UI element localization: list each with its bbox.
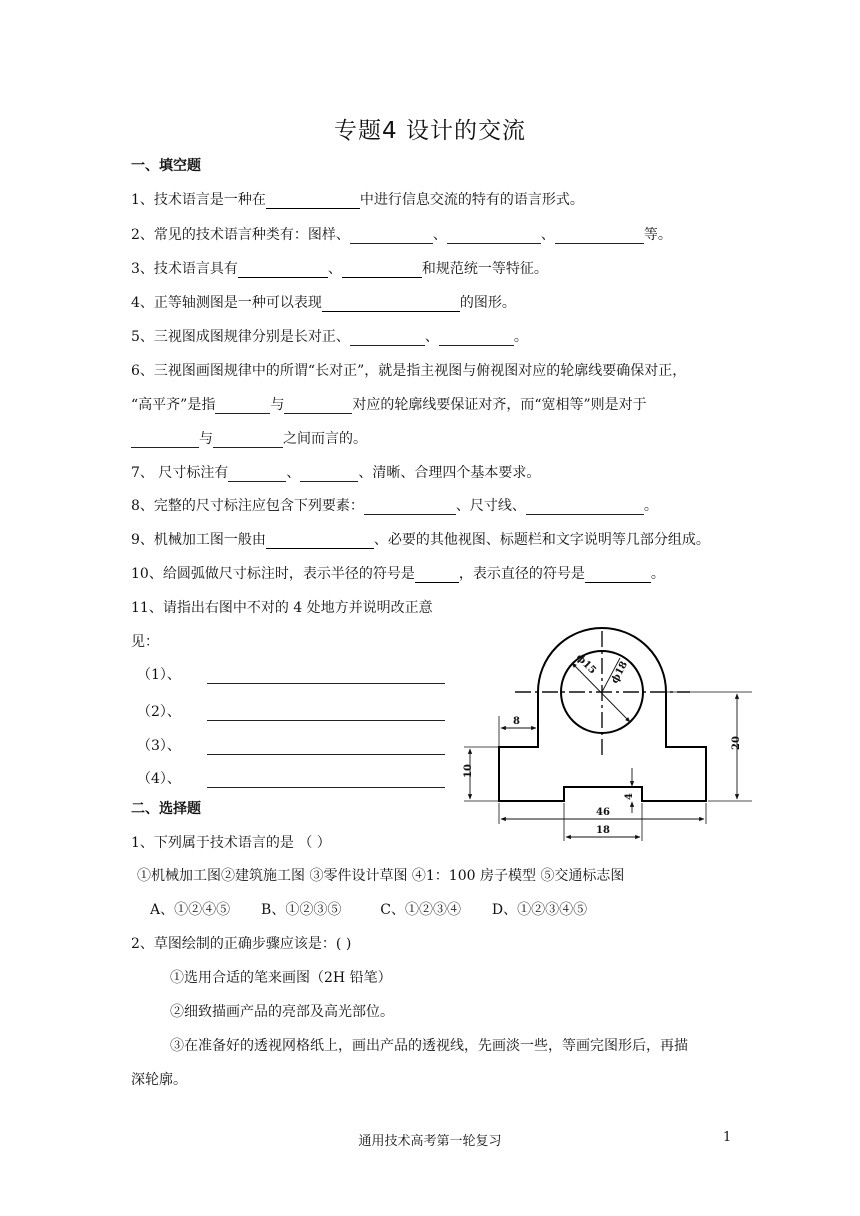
answer-blank[interactable] [555,229,644,244]
page-title: 专题4 设计的交流 [334,118,526,144]
answer-blank[interactable] [228,467,286,482]
answer-item-label: （4）、 [137,771,181,787]
answer-blank[interactable] [213,433,283,448]
question-3 [131,260,548,278]
dim-18: 18 [596,825,610,836]
choice-2-step-3: ③在准备好的透视网格纸上，画出产品的透视线，先画淡一些，等画完图形后，再描 [170,1038,688,1054]
option-a[interactable]: A、①②④⑤ [150,902,231,918]
answer-item-1 [137,666,445,684]
question-10-text-a: 10、给圆弧做尺寸标注时，表示半径的符号是 [131,566,415,582]
question-1-text-a: 1、技术语言是一种在 [131,192,266,208]
question-2-text-b: 等。 [643,227,672,243]
answer-blank[interactable] [131,433,199,448]
question-5-text-a: 5、三视图成图规律分别是长对正、 [131,329,350,345]
question-3-text-b: 和规范统一等特征。 [421,261,548,277]
question-6-text-d: 与 [199,431,213,447]
question-7-sep-1: 、 [286,465,301,481]
option-c[interactable]: C、①②③④ [380,902,461,918]
question-5 [131,328,528,346]
answer-item-label: （2）、 [137,704,181,720]
answer-blank[interactable] [284,399,352,414]
answer-item-2 [137,703,445,721]
section-heading-fill-in: 一、填空题 [131,158,201,174]
dim-4: 4 [624,793,635,800]
answer-blank[interactable] [439,331,514,346]
question-6-line-1: 6、三视图画图规律中的所谓“长对正”，就是指主视图与俯视图对应的轮廓线要确保对正， [131,363,687,379]
question-9 [131,531,710,549]
question-3-text-a: 3、技术语言具有 [131,261,238,277]
question-8-text-b: 。 [643,498,658,514]
question-6-text-c: 对应的轮廓线要保证对齐，而“宽相等”则是对于 [352,397,647,413]
question-6-text-e: 之间而言的。 [283,431,367,447]
answer-blank[interactable] [300,467,358,482]
choice-2-step-2: ②细致描画产品的亮部及高光部位。 [170,1004,394,1020]
answer-blank[interactable] [266,534,374,549]
answer-blank[interactable] [585,568,651,583]
technical-drawing [460,616,760,846]
answer-blank[interactable] [350,229,433,244]
answer-blank[interactable] [215,399,270,414]
question-10 [131,565,665,583]
question-9-text-b: 、必要的其他视图、标题栏和文字说明等几部分组成。 [373,532,710,548]
question-10-text-b: 。 [650,566,665,582]
answer-blank[interactable] [526,500,644,515]
answer-blank[interactable] [342,263,422,278]
option-d[interactable]: D、①②③④⑤ [491,902,588,918]
section-heading-choice: 二、选择题 [131,801,201,817]
dim-diameter-18: ϕ18 [609,659,631,686]
question-6-line-2 [131,396,647,414]
answer-line[interactable] [207,706,445,721]
answer-blank[interactable] [322,297,460,312]
answer-item-3 [137,737,445,755]
question-6-line-3 [131,430,367,448]
question-4-text-a: 4、正等轴测图是一种可以表现 [131,295,322,311]
answer-line[interactable] [207,773,445,788]
answer-line[interactable] [207,669,445,684]
answer-item-4 [137,770,445,788]
dim-diameter-15: ϕ15 [573,652,598,677]
question-6-text-b: 与 [270,397,285,413]
option-b[interactable]: B、①②③⑤ [261,902,342,918]
question-7 [131,464,540,482]
question-11-line-1: 11、请指出右图中不对的 4 处地方并说明改正意 [131,600,433,616]
page-number: 1 [723,1130,732,1145]
dim-20: 20 [731,736,742,750]
choice-1-items: ①机械加工图②建筑施工图 ③零件设计草图 ④1：100 房子模型 ⑤交通标志图 [137,868,625,884]
question-4 [131,294,516,312]
question-1-text-b: 中进行信息交流的特有的语言形式。 [359,192,584,208]
question-5-sep-1: 、 [424,329,439,345]
answer-blank[interactable] [350,331,425,346]
answer-item-label: （1）、 [137,667,181,683]
question-2-sep-1: 、 [432,227,447,243]
choice-2-step-3-cont: 深轮廓。 [131,1072,187,1088]
question-10-sep-1: ，表示直径的符号是 [458,566,585,582]
answer-line[interactable] [207,740,445,755]
question-9-text-a: 9、机械加工图一般由 [131,532,266,548]
choice-1-options [150,901,587,919]
answer-blank[interactable] [415,568,459,583]
answer-blank[interactable] [238,263,328,278]
question-7-text-b: 、清晰、合理四个基本要求。 [358,465,541,481]
question-8 [131,497,658,515]
answer-blank[interactable] [447,229,541,244]
question-2-text-a: 2、常见的技术语言种类有：图样、 [131,227,350,243]
choice-1-stem: 1、下列属于技术语言的是 （ ） [131,835,331,851]
page-footer: 通用技术高考第一轮复习 [358,1134,502,1149]
dim-10: 10 [463,764,474,778]
question-1 [131,191,584,209]
question-6-text-a: “高平齐”是指 [131,397,216,413]
dim-46: 46 [596,807,610,818]
question-8-sep-1: 、尺寸线、 [455,498,526,514]
question-5-text-b: 。 [513,329,528,345]
question-8-text-a: 8、完整的尺寸标注应包含下列要素： [131,498,364,514]
choice-2-step-1: ①选用合适的笔来画图（2H 铅笔） [170,970,392,986]
question-3-sep-1: 、 [327,261,342,277]
question-7-text-a: 7、 尺寸标注有 [131,465,229,481]
answer-blank[interactable] [266,194,360,209]
question-2-sep-2: 、 [540,227,555,243]
dim-8: 8 [513,716,520,727]
question-2 [131,226,672,244]
question-4-text-b: 的图形。 [459,295,516,311]
question-11-line-2: 见： [131,634,159,650]
answer-item-label: （3）、 [137,738,181,754]
answer-blank[interactable] [364,500,456,515]
choice-2-stem: 2、草图绘制的正确步骤应该是：( ) [131,936,352,952]
